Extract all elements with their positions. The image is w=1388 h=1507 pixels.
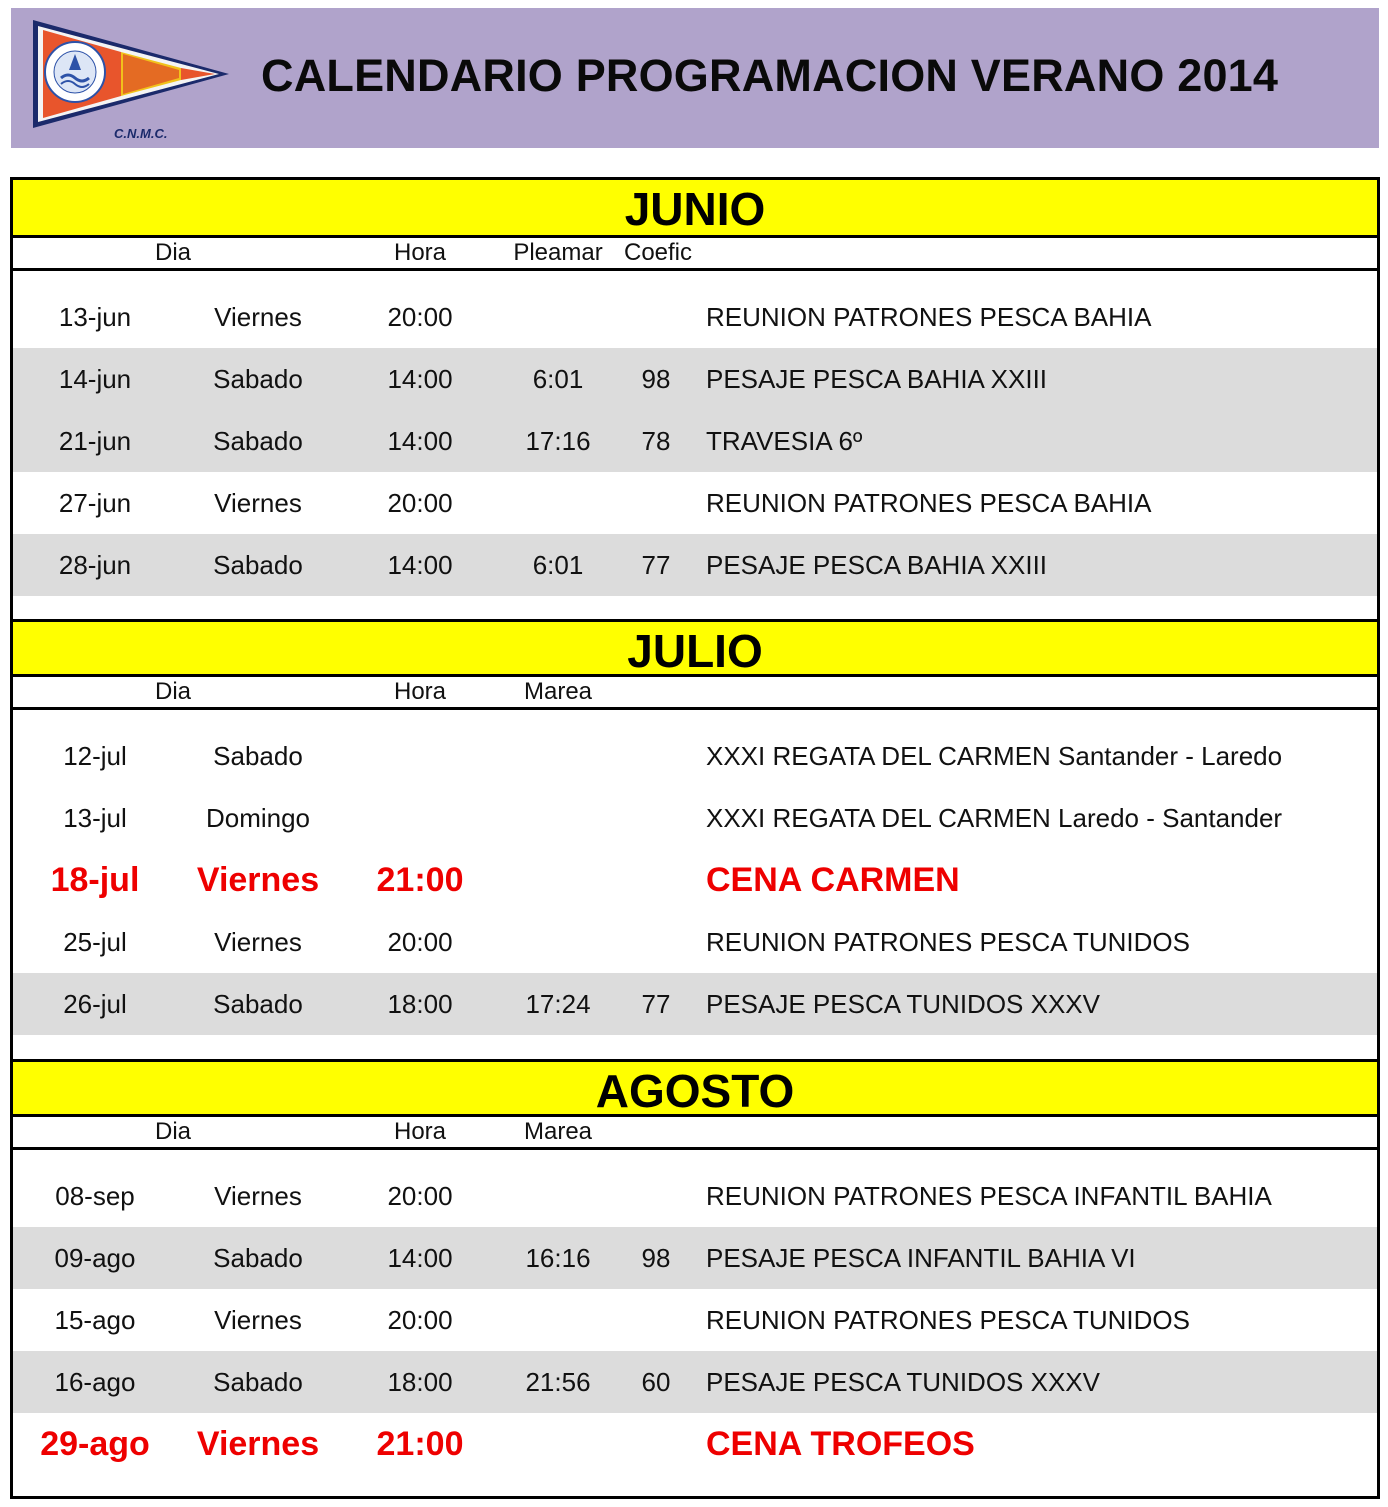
cell-time: 20:00 [387, 1181, 453, 1211]
calendar-table [10, 177, 1380, 1499]
cell-weekday: Viernes [214, 1181, 302, 1211]
cell-weekday: Viernes [214, 488, 302, 518]
cell-date: 08-sep [55, 1181, 135, 1211]
cell-time: 21:00 [376, 861, 464, 899]
cell-event: REUNION PATRONES PESCA BAHIA [706, 302, 1152, 332]
cell-weekday: Viernes [214, 302, 302, 332]
cell-date: 29-ago [40, 1425, 150, 1463]
club-pennant-logo [31, 16, 231, 144]
cell-date: 13-jun [58, 302, 132, 332]
logo-text: C.N.M.C. [114, 126, 168, 141]
cell-coef: 98 [641, 364, 671, 394]
table-row [13, 472, 1377, 534]
cell-date: 18-jul [50, 861, 140, 899]
cell-event: PESAJE PESCA TUNIDOS XXXV [706, 989, 1100, 1019]
page-title: CALENDARIO PROGRAMACION VERANO 2014 [261, 50, 1279, 101]
cell-tide: 6:01 [532, 364, 584, 394]
cell-weekday: Viernes [196, 1425, 320, 1463]
cell-event: CENA CARMEN [706, 861, 960, 899]
column-header-marea: Marea [523, 678, 593, 705]
column-header-hora: Hora [393, 239, 447, 266]
cell-weekday: Domingo [205, 803, 311, 833]
cell-event: XXXI REGATA DEL CARMEN Laredo - Santander [706, 803, 1283, 833]
table-row [13, 1165, 1377, 1227]
cell-coef: 77 [641, 550, 671, 580]
cell-date: 25-jul [63, 927, 127, 957]
month-header-junio: JUNIO [13, 180, 1377, 238]
table-row [13, 1289, 1377, 1351]
cell-coef: 98 [641, 1243, 671, 1273]
cell-coef: 60 [641, 1367, 671, 1397]
cell-coef: 78 [641, 426, 671, 456]
cell-date: 16-ago [54, 1367, 136, 1397]
cell-tide: 17:16 [525, 426, 591, 456]
cell-time: 18:00 [387, 989, 453, 1019]
cell-weekday: Sabado [213, 741, 303, 771]
cell-event: PESAJE PESCA INFANTIL BAHIA VI [706, 1243, 1136, 1273]
cell-weekday: Viernes [214, 1305, 302, 1335]
cell-date: 26-jul [63, 989, 127, 1019]
column-header-dia: Dia [154, 1118, 192, 1145]
cell-weekday: Sabado [213, 989, 303, 1019]
cell-time: 14:00 [387, 364, 453, 394]
table-row [13, 286, 1377, 348]
cell-date: 27-jun [58, 488, 132, 518]
cell-time: 20:00 [387, 1305, 453, 1335]
cell-event: TRAVESIA 6º [706, 426, 863, 456]
table-row [13, 1351, 1377, 1413]
cell-weekday: Sabado [213, 1243, 303, 1273]
cell-event: REUNION PATRONES PESCA BAHIA [706, 488, 1152, 518]
cell-event: REUNION PATRONES PESCA INFANTIL BAHIA [706, 1181, 1272, 1211]
cell-date: 21-jun [58, 426, 132, 456]
cell-weekday: Sabado [213, 1367, 303, 1397]
table-row [13, 1413, 1377, 1475]
column-header-marea: Pleamar [513, 239, 603, 266]
cell-event: REUNION PATRONES PESCA TUNIDOS [706, 927, 1190, 957]
cell-weekday: Viernes [214, 927, 302, 957]
cell-event: PESAJE PESCA BAHIA XXIII [706, 364, 1048, 394]
table-row [13, 787, 1377, 849]
cell-time: 14:00 [387, 550, 453, 580]
cell-weekday: Viernes [196, 861, 320, 899]
cell-time: 14:00 [387, 426, 453, 456]
cell-date: 12-jul [63, 741, 127, 771]
cell-event: XXXI REGATA DEL CARMEN Santander - Laredo [706, 741, 1283, 771]
cell-time: 18:00 [387, 1367, 453, 1397]
table-row [13, 410, 1377, 472]
cell-weekday: Sabado [213, 550, 303, 580]
cell-event: CENA TROFEOS [706, 1425, 975, 1463]
column-header-hora: Hora [393, 1118, 447, 1145]
cell-event: PESAJE PESCA TUNIDOS XXXV [706, 1367, 1100, 1397]
column-header-hora: Hora [393, 678, 447, 705]
table-row [13, 911, 1377, 973]
cell-time: 20:00 [387, 302, 453, 332]
column-headers [13, 238, 1377, 271]
table-row [13, 534, 1377, 596]
table-row [13, 725, 1377, 787]
cell-time: 20:00 [387, 488, 453, 518]
cell-time: 14:00 [387, 1243, 453, 1273]
column-header-coef: Coefic [623, 239, 693, 266]
cell-time: 20:00 [387, 927, 453, 957]
cell-date: 28-jun [58, 550, 132, 580]
column-header-marea: Marea [523, 1118, 593, 1145]
table-row [13, 1227, 1377, 1289]
cell-tide: 16:16 [525, 1243, 591, 1273]
column-header-dia: Dia [154, 678, 192, 705]
column-header-dia: Dia [154, 239, 192, 266]
cell-date: 14-jun [58, 364, 132, 394]
table-row [13, 348, 1377, 410]
cell-coef: 77 [641, 989, 671, 1019]
cell-weekday: Sabado [213, 426, 303, 456]
cell-date: 15-ago [54, 1305, 136, 1335]
cell-tide: 21:56 [525, 1367, 591, 1397]
cell-tide: 6:01 [532, 550, 584, 580]
column-headers [13, 677, 1377, 710]
column-headers [13, 1117, 1377, 1150]
table-row [13, 973, 1377, 1035]
cell-event: PESAJE PESCA BAHIA XXIII [706, 550, 1048, 580]
cell-weekday: Sabado [213, 364, 303, 394]
page-header [11, 8, 1379, 148]
month-header-agosto: AGOSTO [13, 1059, 1377, 1117]
cell-event: REUNION PATRONES PESCA TUNIDOS [706, 1305, 1190, 1335]
table-row [13, 849, 1377, 911]
cell-time: 21:00 [376, 1425, 464, 1463]
cell-tide: 17:24 [525, 989, 591, 1019]
cell-date: 13-jul [63, 803, 127, 833]
cell-date: 09-ago [54, 1243, 136, 1273]
month-header-julio: JULIO [13, 619, 1377, 677]
